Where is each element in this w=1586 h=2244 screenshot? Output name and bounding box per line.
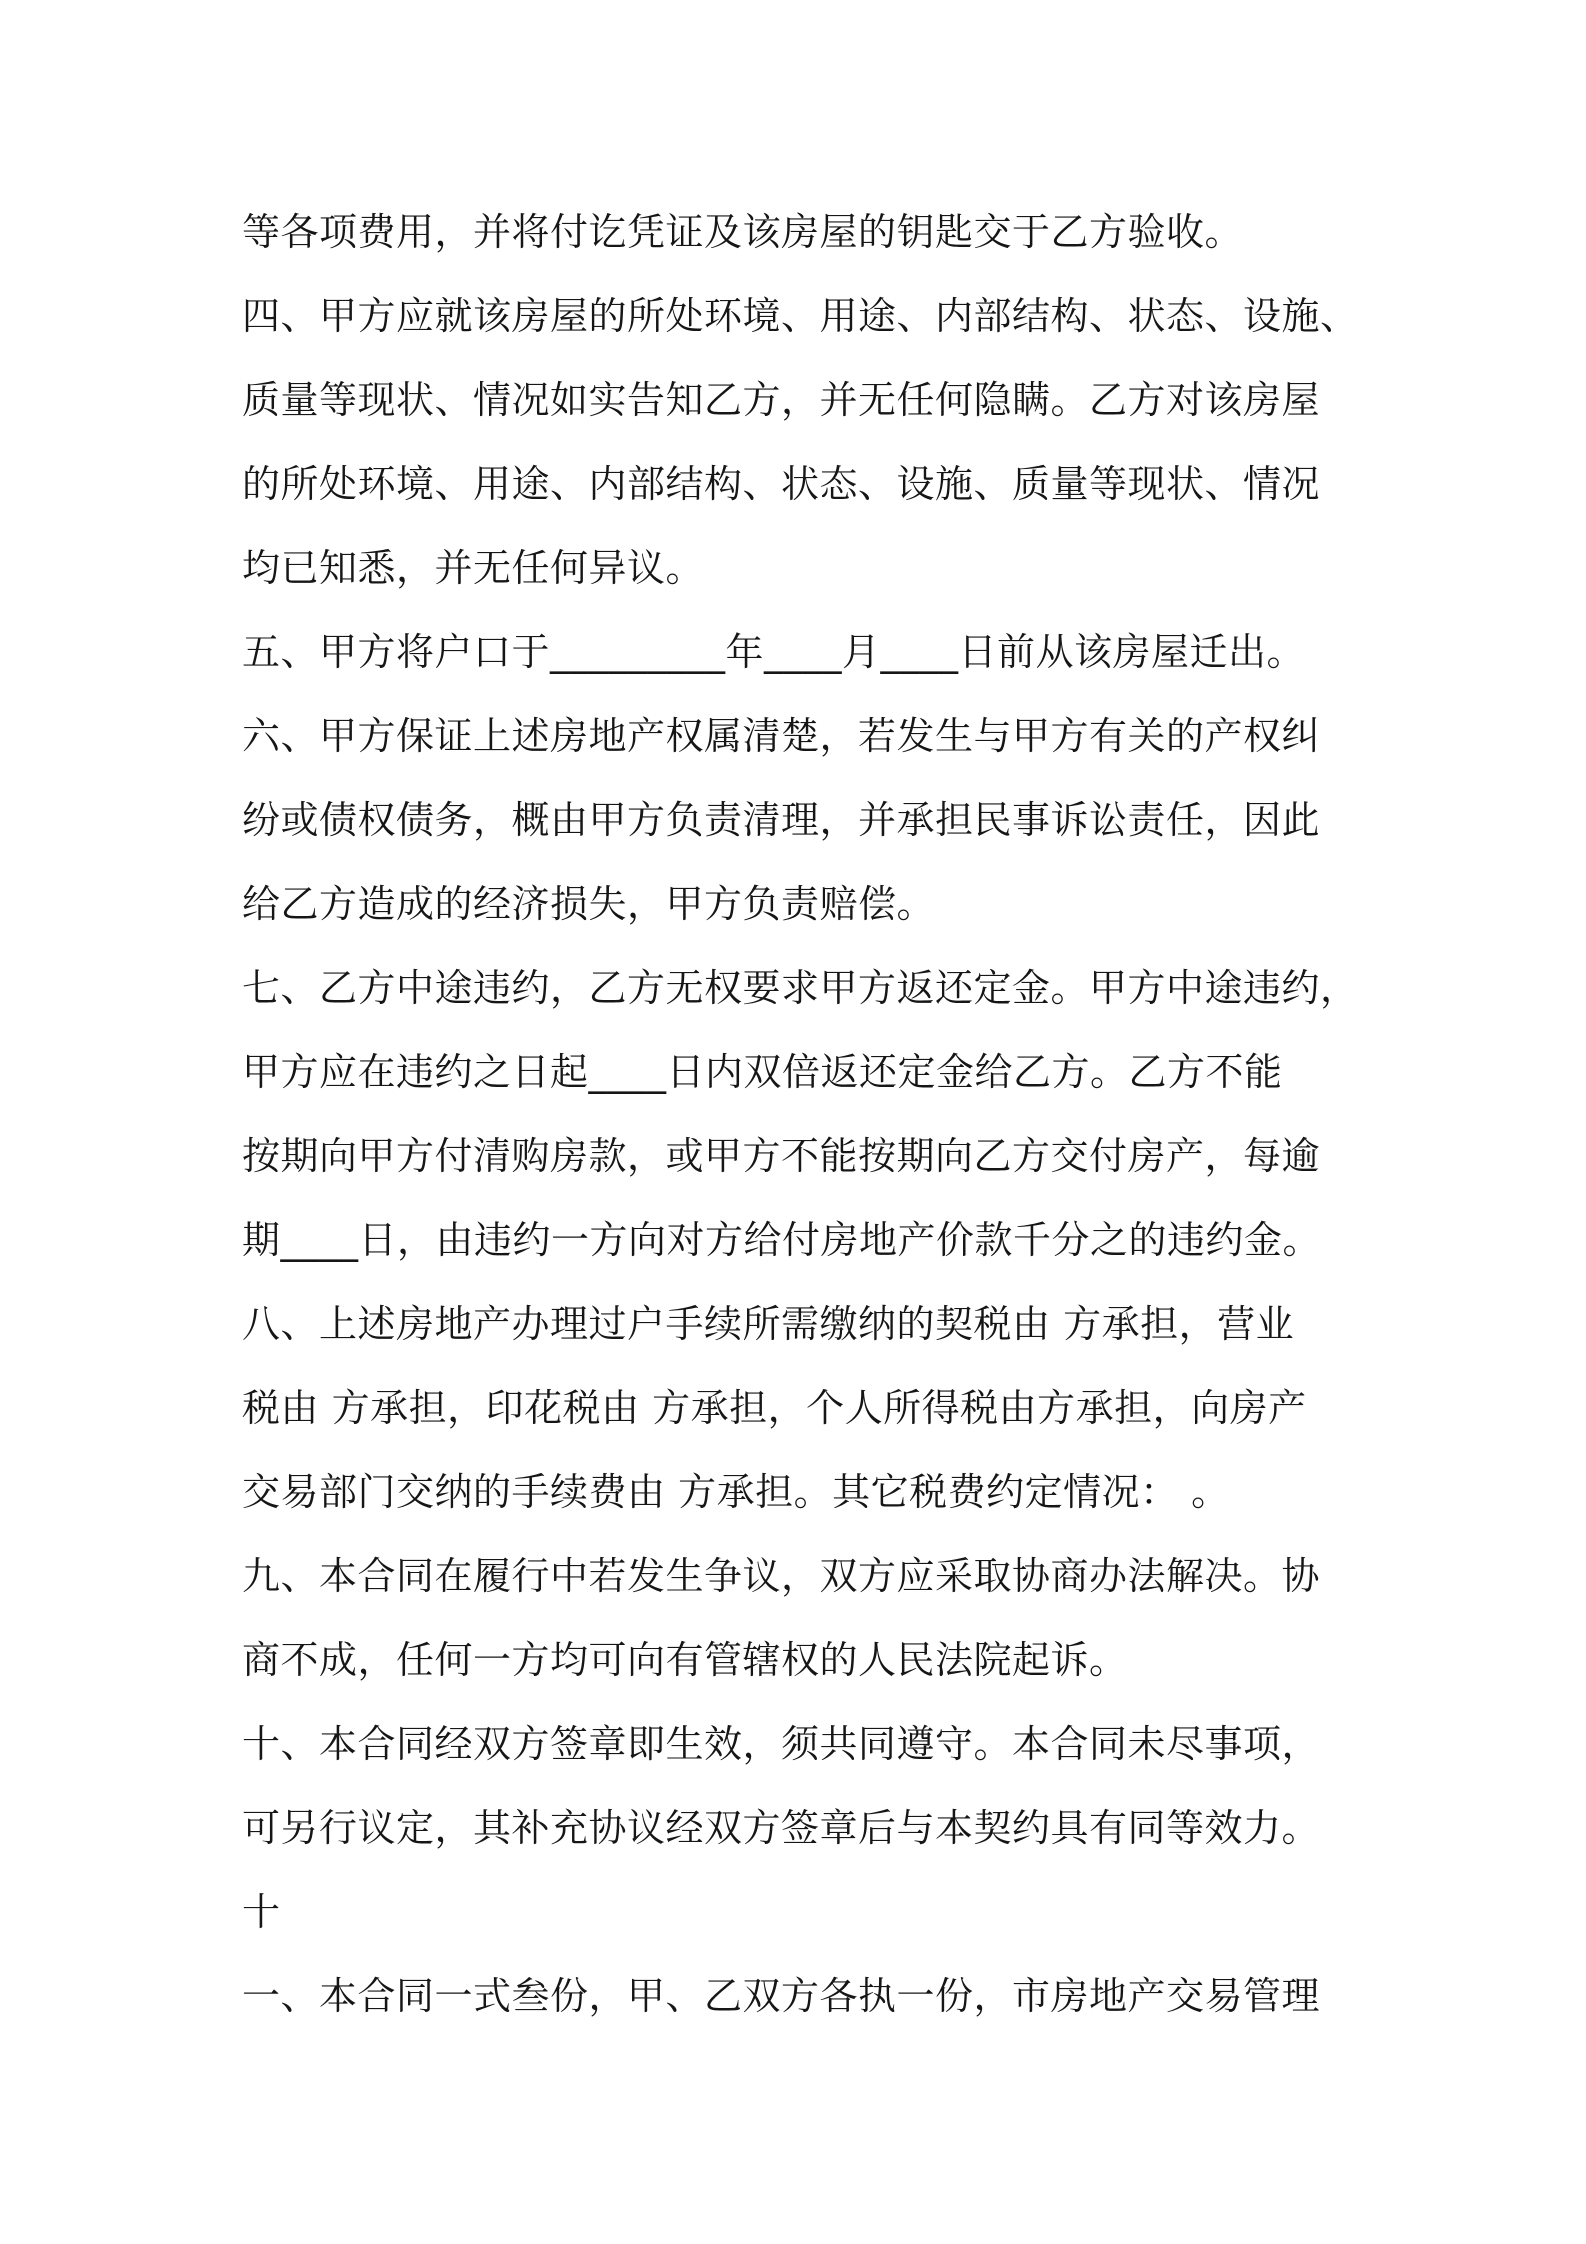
text-line: 六、甲方保证上述房地产权属清楚，若发生与甲方有关的产权纠 bbox=[242, 714, 1321, 758]
text-line: 十 bbox=[242, 1890, 281, 1934]
text-line: 十、本合同经双方签章即生效，须共同遵守。本合同未尽事项， bbox=[242, 1722, 1321, 1766]
contract-body bbox=[242, 190, 1362, 2038]
text-line: 五、甲方将户口于_________年____月____日前从该房屋迁出。 bbox=[242, 630, 1306, 674]
text-line: 七、乙方中途违约，乙方无权要求甲方返还定金。甲方中途违约， bbox=[242, 966, 1359, 1010]
text-line: 质量等现状、情况如实告知乙方，并无任何隐瞒。乙方对该房屋 bbox=[242, 378, 1321, 422]
text-line: 八、上述房地产办理过户手续所需缴纳的契税由 方承担，营业 bbox=[242, 1302, 1295, 1346]
text-line: 按期向甲方付清购房款，或甲方不能按期向乙方交付房产，每逾 bbox=[242, 1134, 1321, 1178]
text-line: 期____日，由违约一方向对方给付房地产价款千分之的违约金。 bbox=[242, 1218, 1322, 1262]
text-line: 可另行议定，其补充协议经双方签章后与本契约具有同等效力。 bbox=[242, 1806, 1321, 1850]
text-line: 四、甲方应就该房屋的所处环境、用途、内部结构、状态、设施、 bbox=[242, 294, 1359, 338]
text-line: 给乙方造成的经济损失，甲方负责赔偿。 bbox=[242, 882, 936, 926]
text-line: 一、本合同一式叁份，甲、乙双方各执一份，市房地产交易管理 bbox=[242, 1974, 1321, 2018]
text-line: 税由 方承担，印花税由 方承担，个人所得税由方承担，向房产 bbox=[242, 1386, 1307, 1430]
text-line: 纷或债权债务，概由甲方负责清理，并承担民事诉讼责任，因此 bbox=[242, 798, 1321, 842]
text-line: 甲方应在违约之日起____日内双倍返还定金给乙方。乙方不能 bbox=[242, 1050, 1283, 1094]
text-line: 九、本合同在履行中若发生争议，双方应采取协商办法解决。协 bbox=[242, 1554, 1321, 1598]
text-line: 均已知悉，并无任何异议。 bbox=[242, 546, 705, 590]
text-line: 商不成，任何一方均可向有管辖权的人民法院起诉。 bbox=[242, 1638, 1128, 1682]
text-line: 的所处环境、用途、内部结构、状态、设施、质量等现状、情况 bbox=[242, 462, 1321, 506]
text-line: 交易部门交纳的手续费由 方承担。其它税费约定情况： 。 bbox=[242, 1470, 1230, 1514]
text-line: 等各项费用，并将付讫凭证及该房屋的钥匙交于乙方验收。 bbox=[242, 210, 1244, 254]
